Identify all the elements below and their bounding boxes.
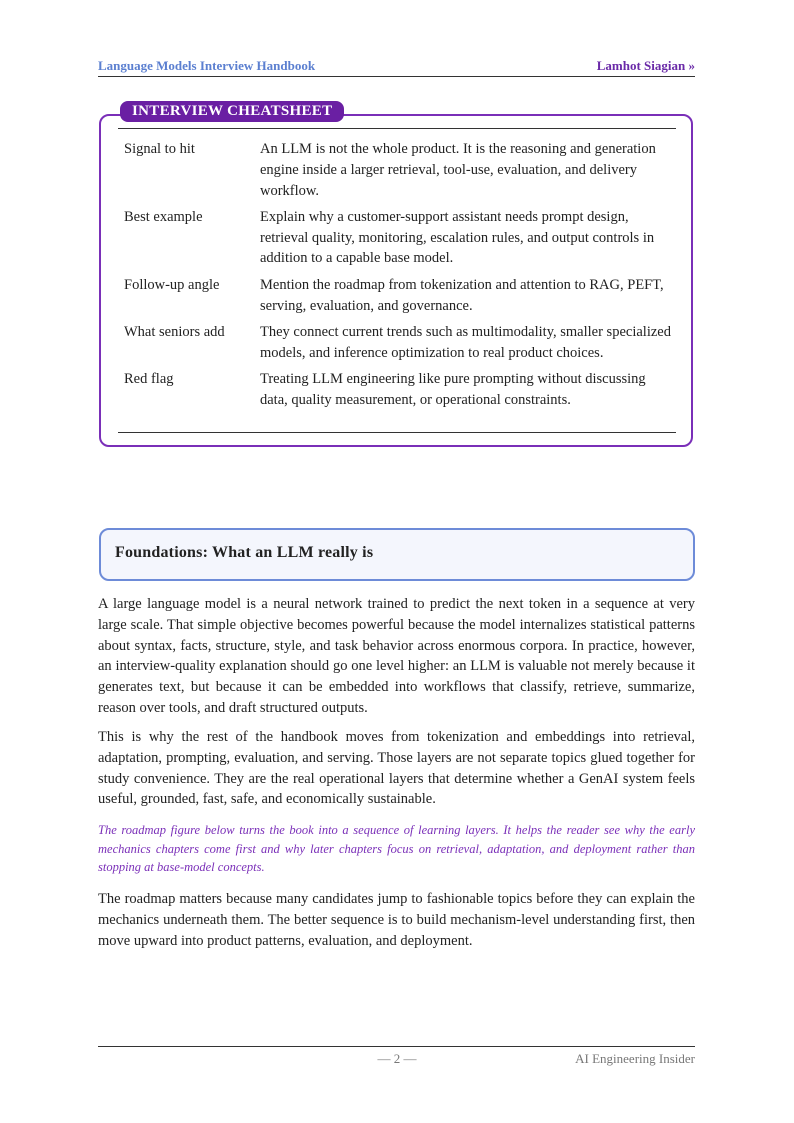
running-header [98, 56, 695, 77]
row-key: Signal to hit [124, 141, 195, 157]
figure-note: The roadmap figure below turns the book into a sequence of learning layers. It helps the reader see why the early mechanics chapters come first and why later chapters focus on retrieval, adaptation, and deployment rather than stopping at base-model concepts. [98, 823, 695, 874]
body-paragraph: This is why the rest of the handbook moves from tokenization and embeddings into retrieval, adaptation, prompting, evaluation, and serving. Those layers are not separate topics glued together for study convenience. They are the real operational layers that determine whether a GenAI system feels useful, grounded, fast, safe, and economically sustainable. [98, 729, 695, 808]
page-number: — 2 — [377, 1051, 417, 1066]
cheatsheet-table [124, 139, 676, 416]
row-value: Treating LLM engineering like pure prompting without discussing data, quality measurement, or operational constraints. [260, 370, 646, 408]
row-value: Explain why a customer-support assistant needs prompt design, retrieval quality, monitoring, escalation rules, and output controls in addition to a capable base model. [260, 208, 655, 267]
table-top-rule [118, 128, 676, 129]
row-value: Mention the roadmap from tokenization and attention to RAG, PEFT, serving, evaluation, and governance. [260, 276, 664, 314]
row-key: Follow-up angle [124, 276, 220, 293]
table-row [124, 322, 676, 364]
table-bottom-rule [118, 432, 676, 433]
row-key: Best example [124, 208, 203, 225]
table-row [124, 369, 676, 411]
body-paragraph: The roadmap matters because many candidates jump to fashionable topics before they can explain the mechanics underneath them. The better sequence is to build mechanism-level understanding first, then move upward into product patterns, evaluation, and deployment. [98, 891, 695, 949]
publication-name: AI Engineering Insider [575, 1051, 695, 1066]
row-value: They connect current trends such as multimodality, smaller specialized models, and inference optimization to real product choices. [260, 323, 671, 361]
table-row [124, 207, 676, 269]
section-title: Foundations: What an LLM really is [115, 544, 374, 561]
row-value: An LLM is not the whole product. It is the reasoning and generation engine inside a larger retrieval, tool-use, evaluation, and delivery workflow. [260, 141, 656, 199]
footer-rule [98, 1046, 695, 1047]
table-row [124, 139, 676, 201]
book-title: Language Models Interview Handbook [98, 58, 316, 73]
row-key: What seniors add [124, 323, 225, 340]
author-name: Lamhot Siagian » [596, 58, 695, 73]
row-key: Red flag [124, 370, 174, 387]
cheatsheet-label: INTERVIEW CHEATSHEET [120, 101, 344, 122]
table-row [124, 275, 676, 317]
body-paragraph: A large language model is a neural network trained to predict the next token in a sequence at very large scale. That simple objective becomes powerful because the model internalizes statistical patterns about syntax, facts, structure, style, and task behavior across enormous corpora. In practice, however, an interview-quality explanation should go one level higher: an LLM is valuable not merely because it generates text, but because it can be embedded into workflows that classify, retrieve, summarize, reason over tools, and draft structured outputs. [98, 596, 695, 716]
